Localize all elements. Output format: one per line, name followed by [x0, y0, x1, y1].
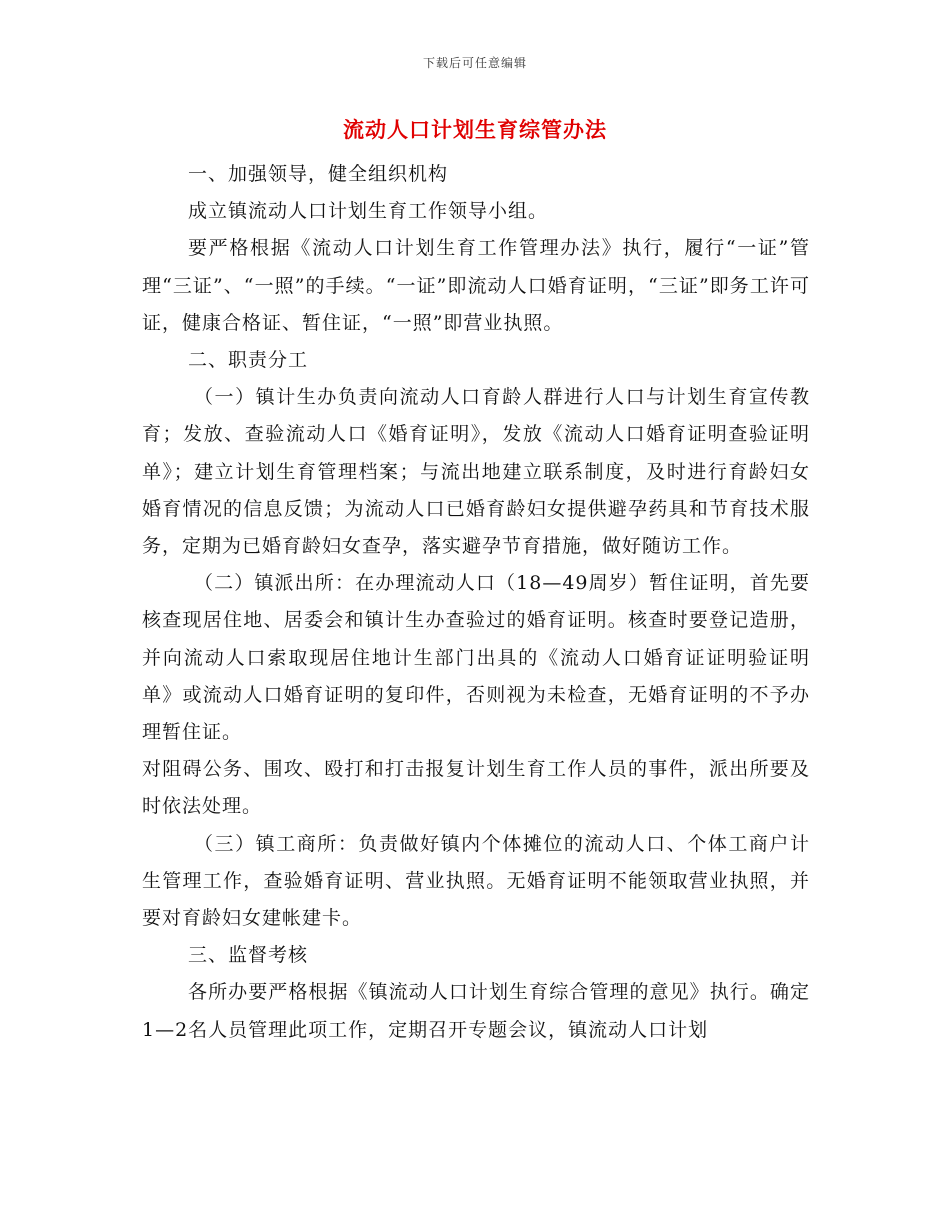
- paragraph: （三）镇工商所：负责做好镇内个体摊位的流动人口、个体工商户计生管理工作，查验婚育证明、营业执照。无婚育证明不能领取营业执照，并要对育龄妇女建帐建卡。: [142, 832, 810, 930]
- paragraph: 对阻碍公务、围攻、殴打和打击报复计划生育工作人员的事件，派出所要及时依法处理。: [142, 758, 810, 818]
- paragraph: 要严格根据《流动人口计划生育工作管理办法》执行，履行“一证”管理“三证”、“一照”的手续。“一证”即流动人口婚育证明，“三证”即务工许可证，健康合格证、暂住证，“一照”即营业执照。: [142, 237, 810, 334]
- document-title: 流动人口计划生育综管办法: [343, 117, 607, 142]
- section-heading-1: 一、加强领导，健全组织机构: [188, 163, 449, 185]
- paragraph: 各所办要严格根据《镇流动人口计划生育综合管理的意见》执行。确定1—2名人员管理此项工作，定期召开专题会议，镇流动人口计划: [142, 981, 810, 1041]
- section-heading-3: 三、监督考核: [188, 944, 309, 967]
- section-heading-2: 二、职责分工: [188, 349, 309, 372]
- paragraph: 成立镇流动人口计划生育工作领导小组。: [188, 200, 549, 223]
- page-header-note: 下载后可任意编辑: [422, 56, 527, 70]
- document-body: [142, 156, 810, 1049]
- paragraph: （一）镇计生办负责向流动人口育龄人群进行人口与计划生育宣传教育；发放、查验流动人口《婚育证明》，发放《流动人口婚育证明查验证明单》；建立计划生育管理档案；与流出地建立联系制度，及时进行育龄妇女婚育情况的信息反馈；为流动人口已婚育龄妇女提供避孕药具和节育技术服务，定期为已婚育龄妇女查孕，落实避孕节育措施，做好随访工作。: [142, 386, 810, 558]
- paragraph: （二）镇派出所：在办理流动人口（18—49周岁）暂住证明，首先要核查现居住地、居委会和镇计生办查验过的婚育证明。核查时要登记造册，并向流动人口索取现居住地计生部门出具的《流动人口婚育证证明验证明单》或流动人口婚育证明的复印件，否则视为未检查，无婚育证明的不予办理暂住证。: [142, 572, 810, 744]
